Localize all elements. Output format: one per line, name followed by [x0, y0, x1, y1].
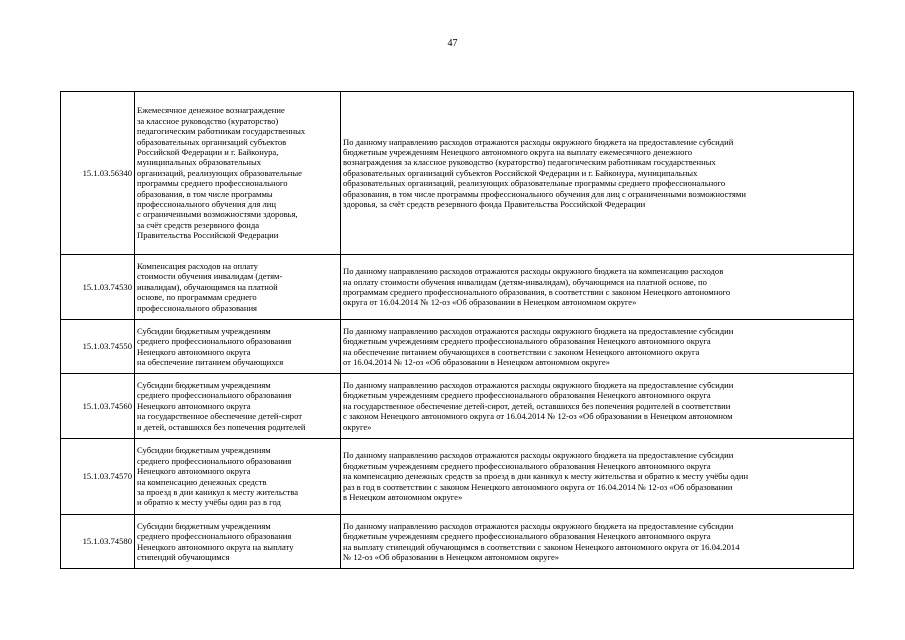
name-line: профессионального обучения для лиц — [137, 199, 276, 210]
name-line: Субсидии бюджетным учреждениям — [137, 445, 271, 456]
description-line: на обеспечение питанием обучающихся в соответствии с законом Ненецкого автономного округа — [343, 346, 700, 357]
description-line: с законом Ненецкого автономного округа от 16.04.2014 № 12-оз «Об образовании в Ненецком автономном — [343, 411, 733, 422]
expense-code-cell: 15.1.03.74560 — [61, 374, 135, 439]
table-row — [61, 439, 854, 515]
description-line: округа от 16.04.2014 № 12-оз «Об образовании в Ненецком автономном округе» — [343, 297, 637, 308]
expense-code-cell: 15.1.03.74550 — [61, 320, 135, 374]
description-line: бюджетным учреждениям среднего профессионального образования Ненецкого автономного округа — [343, 531, 711, 542]
name-line: образования, в том числе программы — [137, 188, 273, 199]
expense-code-cell: 15.1.03.74530 — [61, 255, 135, 320]
description-line: округе» — [343, 421, 372, 432]
description-line: По данному направлению расходов отражаются расходы окружного бюджета на компенсацию расходов — [343, 266, 724, 277]
name-line: основе, по программам среднего — [137, 292, 257, 303]
description-line: бюджетным учреждениям среднего профессионального образования Ненецкого автономного округа — [343, 390, 711, 401]
expense-name-cell — [135, 255, 341, 320]
name-line: Ненецкого автономного округа — [137, 400, 251, 411]
description-line: По данному направлению расходов отражаются расходы окружного бюджета на предоставление субсидий — [343, 136, 734, 147]
name-line: Субсидии бюджетным учреждениям — [137, 379, 271, 390]
description-line: По данному направлению расходов отражаются расходы окружного бюджета на предоставление субсидии — [343, 325, 734, 336]
name-line: среднего профессионального образования — [137, 531, 292, 542]
page-number: 47 — [447, 38, 458, 49]
expense-description-cell — [341, 320, 854, 374]
name-line: на обеспечение питанием обучающихся — [137, 356, 284, 367]
description-line: здоровья, за счёт средств резервного фонда Правительства Российской Федерации — [343, 199, 646, 210]
expense-name-cell — [135, 515, 341, 569]
description-line: на компенсацию денежных средств за проезд в дни каникул к месту жительства и обратно к месту учёбы один — [343, 471, 749, 482]
name-line: Российской Федерации и г. Байконура, — [137, 146, 279, 157]
name-line: педагогическим работникам государственных — [137, 126, 306, 137]
description-line: программам среднего профессионального образования, в соответствии с законом Ненецкого автономного — [343, 287, 731, 297]
table-row — [61, 92, 854, 255]
description-line: образования, в том числе программы профессионального обучения для лиц с ограниченными возможностями — [343, 188, 746, 199]
name-line: Ненецкого автономного округа — [137, 466, 251, 477]
description-line: По данному направлению расходов отражаются расходы окружного бюджета на предоставление субсидии — [343, 379, 734, 390]
name-line: с ограниченными возможностями здоровья, — [137, 209, 298, 220]
description-line: № 12-оз «Об образовании в Ненецком автономном округе» — [343, 551, 560, 562]
description-line: бюджетным учреждениям среднего профессионального образования Ненецкого автономного округа — [343, 460, 711, 471]
description-line: от 16.04.2014 № 12-оз «Об образовании в Ненецком автономном округе» — [343, 356, 610, 367]
name-line: профессионального образования — [137, 302, 257, 313]
name-line: и обратно к месту учёбы один раз в год — [137, 497, 281, 508]
name-line: среднего профессионального образования — [137, 455, 292, 466]
expense-name-cell — [135, 92, 341, 255]
expense-name-cell — [135, 374, 341, 439]
name-line: Субсидии бюджетным учреждениям — [137, 325, 271, 336]
name-line: за счёт средств резервного фонда — [137, 219, 260, 230]
table-row — [61, 320, 854, 374]
description-line: бюджетным учреждениям среднего профессионального образования Ненецкого автономного округа — [343, 336, 711, 347]
name-line: стипендий обучающимся — [137, 551, 230, 562]
expense-code-cell: 15.1.03.74570 — [61, 439, 135, 515]
name-line: организаций, реализующих образовательные — [137, 167, 302, 178]
name-line: Субсидии бюджетным учреждениям — [137, 520, 271, 531]
name-line: Ежемесячное денежное вознаграждение — [137, 105, 285, 116]
description-line: в Ненецком автономном округе» — [343, 492, 463, 503]
description-line: По данному направлению расходов отражаются расходы окружного бюджета на предоставление субсидии — [343, 520, 734, 531]
expense-name-cell — [135, 439, 341, 515]
name-line: Компенсация расходов на оплату — [137, 260, 258, 271]
expense-name-cell — [135, 320, 341, 374]
expense-description-cell — [341, 515, 854, 569]
description-line: на выплату стипендий обучающимся в соответствии с законом Ненецкого автономного округа от 16.04.2014 — [343, 541, 740, 552]
name-line: и детей, оставшихся без попечения родителей — [137, 421, 306, 432]
name-line: за классное руководство (кураторство) — [137, 115, 279, 126]
name-line: Правительства Российской Федерации — [137, 230, 279, 241]
expense-code-cell: 15.1.03.56340 — [61, 92, 135, 255]
name-line: за проезд в дни каникул к месту жительства — [137, 486, 299, 497]
expense-description-cell — [341, 255, 854, 320]
table-row — [61, 255, 854, 320]
name-line: среднего профессионального образования — [137, 390, 292, 401]
name-line: муниципальных образовательных — [137, 157, 262, 168]
expense-description-cell — [341, 439, 854, 515]
name-line: на государственное обеспечение детей-сирот — [137, 411, 303, 422]
description-line: на оплату стоимости обучения инвалидам (детям-инвалидам), обучающимся на платной основе, по — [343, 276, 707, 287]
name-line: среднего профессионального образования — [137, 336, 292, 347]
expense-description-cell — [341, 374, 854, 439]
description-line: на государственное обеспечение детей-сирот, детей, оставшихся без попечения родителей в соответствии — [343, 400, 731, 411]
expense-code-cell: 15.1.03.74580 — [61, 515, 135, 569]
expense-description-cell — [341, 92, 854, 255]
description-line: образовательных организаций субъектов Российской Федерации и г. Байконура, муниципальных — [343, 167, 698, 178]
table-row — [61, 374, 854, 439]
name-line: программы среднего профессионального — [137, 178, 288, 189]
description-line: образовательных организаций, реализующих образовательные программы среднего профессионального — [343, 178, 726, 189]
name-line: Ненецкого автономного округа на выплату — [137, 541, 294, 552]
name-line: образовательных организаций субъектов — [137, 136, 287, 147]
name-line: стоимости обучения инвалидам (детям- — [137, 271, 283, 282]
name-line: инвалидам), обучающимся на платной — [137, 281, 278, 292]
budget-classification-table — [60, 91, 854, 569]
table-row — [61, 515, 854, 569]
description-line: По данному направлению расходов отражаются расходы окружного бюджета на предоставление субсидии — [343, 450, 734, 461]
description-line: вознаграждения за классное руководство (кураторство) педагогическим работникам государственных — [343, 157, 716, 168]
description-line: раз в год в соответствии с законом Ненецкого автономного округа от 16.04.2014 № 12-оз «Об образовании — [343, 481, 733, 492]
description-line: бюджетным учреждениям Ненецкого автономного округа на выплату ежемесячного денежного — [343, 146, 693, 157]
name-line: Ненецкого автономного округа — [137, 346, 251, 357]
name-line: на компенсацию денежных средств — [137, 476, 267, 487]
